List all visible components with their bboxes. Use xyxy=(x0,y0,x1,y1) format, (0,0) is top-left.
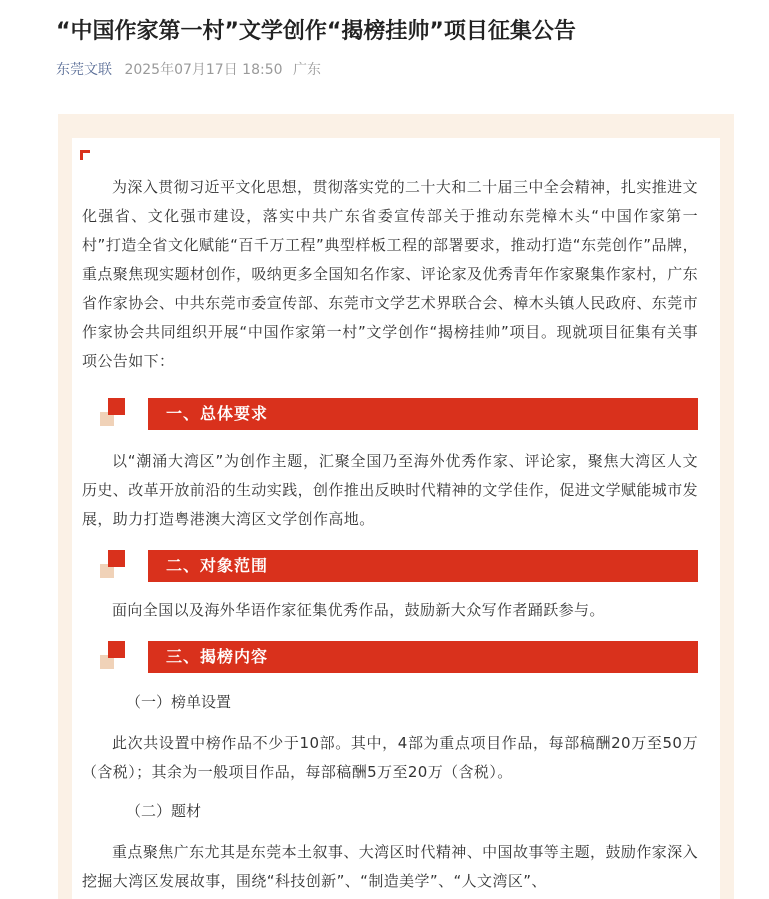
article-meta xyxy=(56,60,321,80)
sub2-paragraph: 重点聚焦广东尤其是东莞本土叙事、大湾区时代精神、中国故事等主题，鼓励作家深入挖掘大湾区发展故事，围绕“科技创新”、“制造美学”、“人文湾区”、 xyxy=(82,843,698,890)
intro-paragraph: 为深入贯彻习近平文化思想，贯彻落实党的二十大和二十届三中全会精神，扎实推进文化强省、文化强市建设，落实中共广东省委宣传部关于推动东莞樟木头“中国作家第一村”打造全省文化赋能“百千万工程”典型样板工程的部署要求，推动打造“东莞创作”品牌，重点聚焦现实题材创作，吸纳更多全国知名作家、评论家及优秀青年作家聚集作家村，广东省作家协会、中共东莞市委宣传部、东莞市文学艺术界联合会、樟木头镇人民政府、东莞市作家协会共同组织开展“中国作家第一村”文学创作“揭榜挂帅”项目。现就项目征集有关事项公告如下： xyxy=(82,178,699,370)
section-heading-3 xyxy=(100,641,698,673)
article-title: “中国作家第一村”文学创作“揭榜挂帅”项目征集公告 xyxy=(56,19,576,44)
section-title: 一、总体要求 xyxy=(166,404,269,423)
publish-time: 2025年07月17日 18:50 xyxy=(124,62,283,78)
section-title-bar xyxy=(148,550,698,582)
account-name-link[interactable]: 东莞文联 xyxy=(56,62,112,78)
section-heading-1 xyxy=(100,398,698,430)
section1-paragraph: 以“潮涌大湾区”为创作主题，汇聚全国乃至海外优秀作家、评论家，聚焦大湾区人文历史、改革开放前沿的生动实践，创作推出反映时代精神的文学佳作，促进文学赋能城市发展，助力打造粤港澳大湾区文学创作高地。 xyxy=(82,452,699,528)
subsection-title: （一）榜单设置 xyxy=(126,693,232,711)
subsection-title: （二）题材 xyxy=(126,802,202,820)
sub1-paragraph: 此次共设置中榜作品不少于10部。其中，4部为重点项目作品，每部稿酬20万至50万（含税）；其余为一般项目作品，每部稿酬5万至20万（含税）。 xyxy=(82,734,698,781)
decor-square-icon xyxy=(108,550,125,567)
decor-square-icon xyxy=(108,641,125,658)
section-title: 三、揭榜内容 xyxy=(166,647,269,666)
publish-location: 广东 xyxy=(292,62,321,78)
decor-square-icon xyxy=(108,398,125,415)
section-title-bar xyxy=(148,398,698,430)
section-title: 二、对象范围 xyxy=(166,556,269,575)
section-heading-2 xyxy=(100,550,698,582)
section-title-bar xyxy=(148,641,698,673)
section2-paragraph: 面向全国以及海外华语作家征集优秀作品，鼓励新大众写作者踊跃参与。 xyxy=(112,601,605,619)
corner-bracket-icon xyxy=(80,150,90,160)
